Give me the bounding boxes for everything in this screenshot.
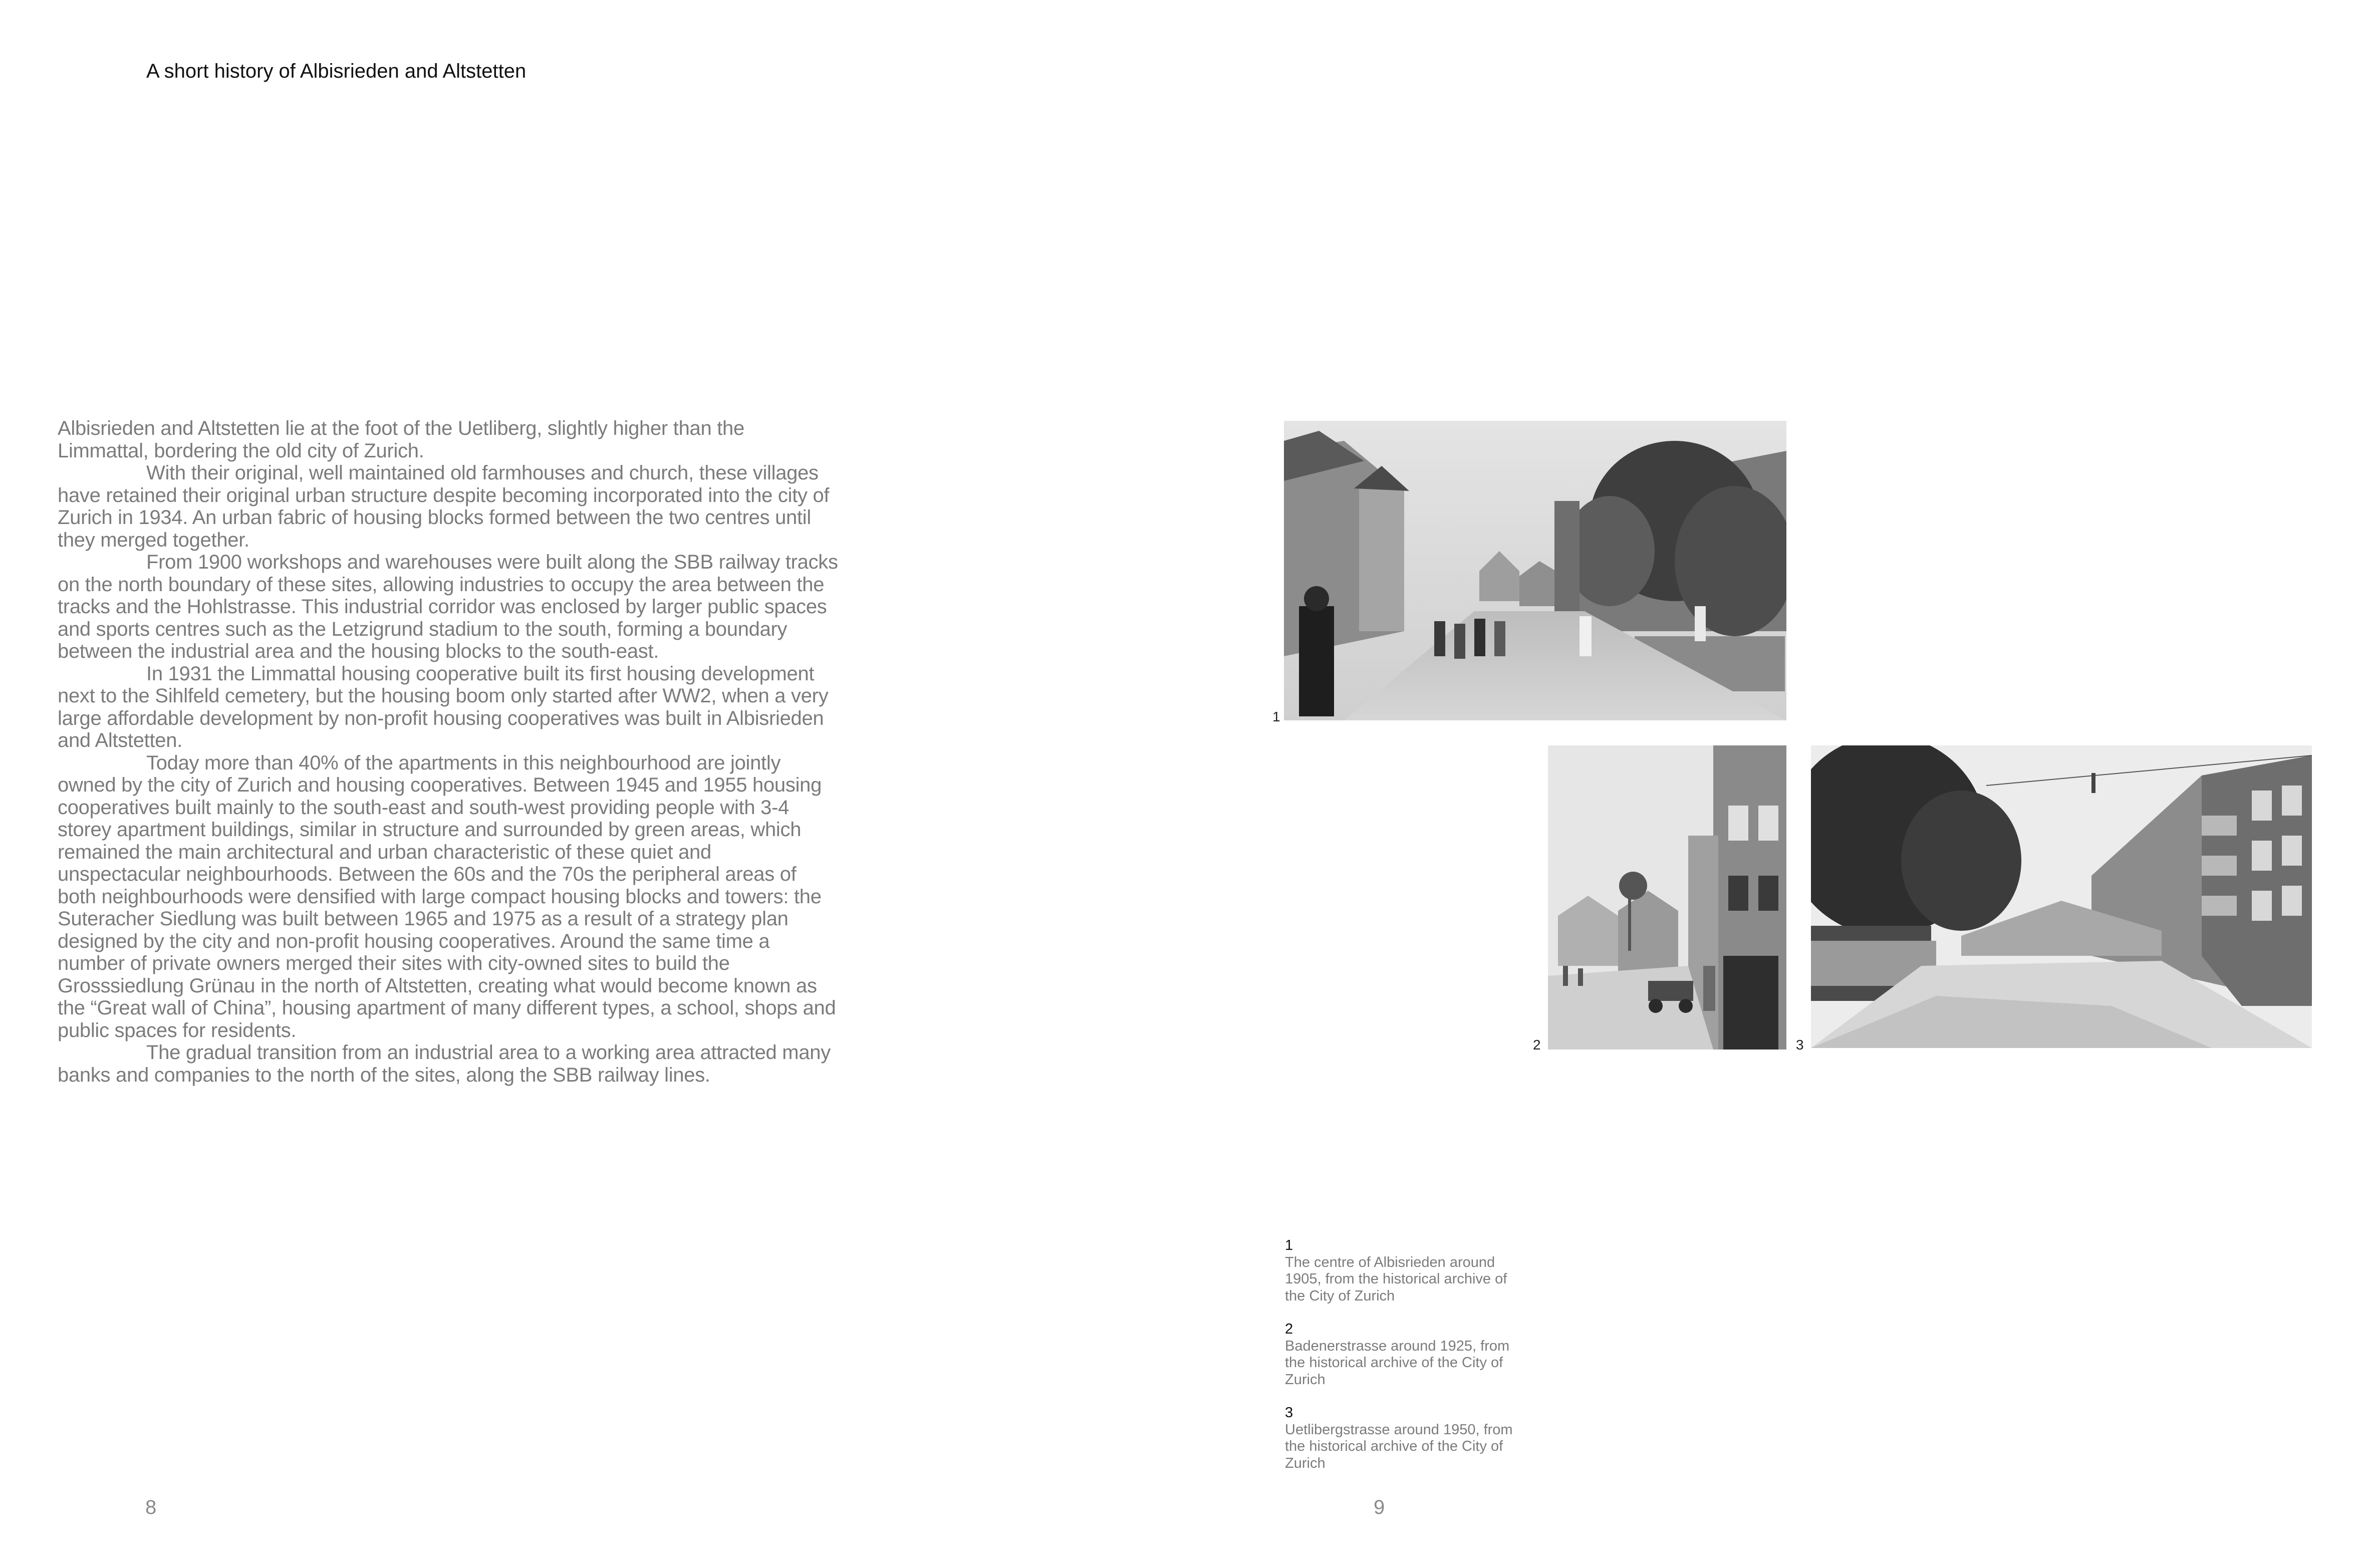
photo-2-image (1548, 745, 1786, 1050)
caption-text: The centre of Albisrieden around 1905, from the historical archive of the City of Zurich (1285, 1254, 1507, 1304)
page-number-right: 9 (1374, 1496, 1385, 1518)
caption-2 (1285, 1321, 1525, 1388)
figure-number-2: 2 (1533, 1037, 1541, 1053)
caption-1 (1285, 1237, 1525, 1304)
body-text (58, 417, 839, 1086)
figure-number-3: 3 (1796, 1037, 1804, 1053)
page-number-left: 8 (145, 1496, 157, 1518)
caption-number: 2 (1285, 1321, 1293, 1337)
figure-number-1: 1 (1272, 709, 1280, 724)
paragraph: Today more than 40% of the apartments in this neighbourhood are jointly owned by the city of Zurich and housing cooperatives. Between 1945 and 1955 housing cooperatives built mainly to the south-east and south-west providing people with 3-4 storey apartment buildings, similar in structure and surrounded by green areas, which remained the main architectural and urban characteristic of these quiet and unspectacular neighbourhoods. Between the 60s and the 70s the peripheral areas of both neighbourhoods were densified with large compact housing blocks and towers: the Suteracher Siedlung was built between 1965 and 1975 as a result of a strategy plan designed by the city and non-profit housing cooperatives. Around the same time a number of private owners merged their sites with city-owned sites to build the Grosssiedlung Grünau in the north of Altstetten, creating what would become known as the “Great wall of China”, housing apartment of many different types, a school, shops and public spaces for residents. (58, 751, 836, 1041)
paragraph: Albisrieden and Altstetten lie at the foot of the Uetliberg, slightly higher than the Limmattal, bordering the old city of Zurich. (58, 417, 744, 462)
photo-albisrieden-centre (1284, 421, 1786, 720)
caption-text: Uetlibergstrasse around 1950, from the historical archive of the City of Zurich (1285, 1421, 1513, 1471)
caption-text: Badenerstrasse around 1925, from the historical archive of the City of Zurich (1285, 1338, 1510, 1388)
photo-uetlibergstrasse (1811, 745, 2312, 1048)
paragraph: In 1931 the Limmattal housing cooperative built its first housing development next to the Sihlfeld cemetery, but the housing boom only started after WW2, when a very large affordable development by non-profit housing cooperatives was built in Albisrieden and Altstetten. (58, 662, 829, 751)
caption-3 (1285, 1405, 1525, 1472)
photo-badenerstrasse (1548, 745, 1786, 1050)
page-title: A short history of Albisrieden and Altstetten (146, 60, 527, 82)
paragraph: From 1900 workshops and warehouses were built along the SBB railway tracks on the north boundary of these sites, allowing industries to occupy the area between the tracks and the Hohlstrasse. This industrial corridor was enclosed by larger public spaces and sports centres such as the Letzigrund stadium to the south, forming a boundary between the industrial area and the housing blocks to the south-east. (58, 551, 838, 662)
caption-number: 3 (1285, 1405, 1293, 1421)
figure-captions (1285, 1237, 1525, 1488)
photo-1-image (1284, 421, 1786, 720)
caption-number: 1 (1285, 1237, 1293, 1253)
photo-3-image (1811, 745, 2312, 1048)
paragraph: The gradual transition from an industrial area to a working area attracted many banks and companies to the north of the sites, along the SBB railway lines. (58, 1041, 831, 1086)
paragraph: With their original, well maintained old farmhouses and church, these villages have retained their original urban structure despite becoming incorporated into the city of Zurich in 1934. An urban fabric of housing blocks formed between the two centres until they merged together. (58, 462, 830, 551)
